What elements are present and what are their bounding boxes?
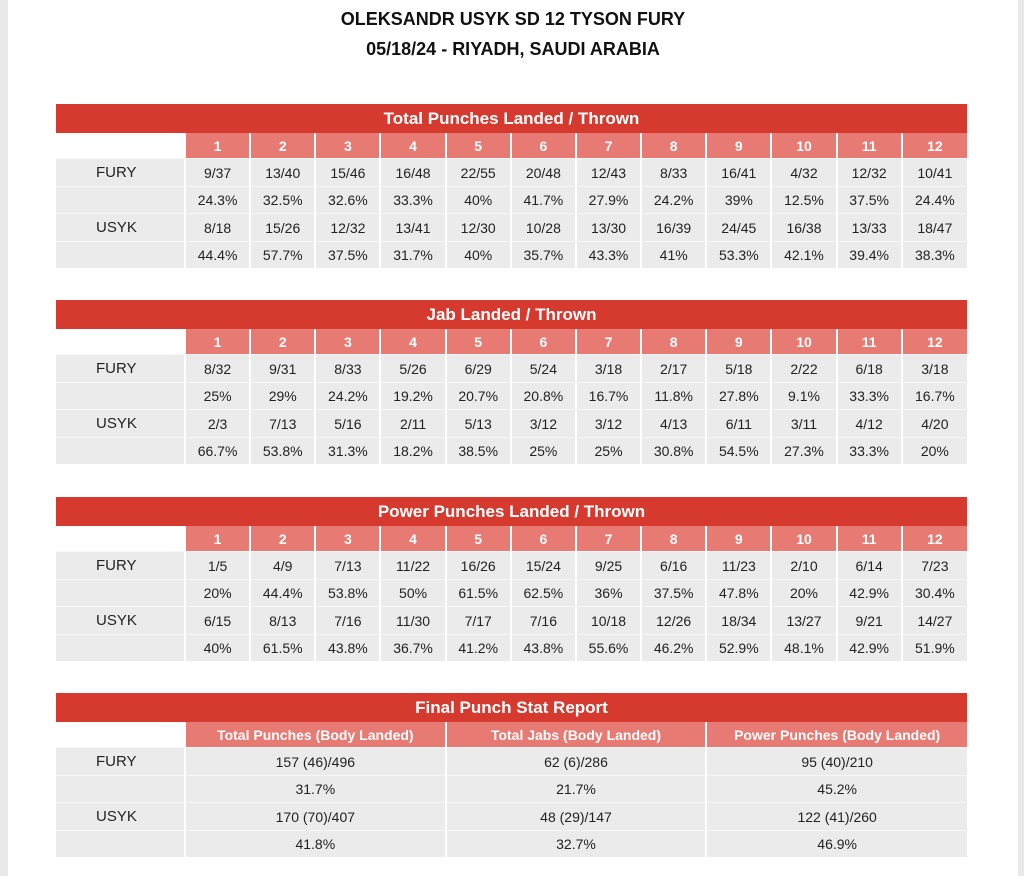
percent-value: 20.8% <box>511 383 576 410</box>
section-header-row <box>56 300 967 329</box>
round-number: 8 <box>641 526 706 552</box>
landed-thrown-value: 12/30 <box>446 214 511 242</box>
percent-value: 36% <box>576 580 641 607</box>
landed-thrown-value: 22/55 <box>446 159 511 187</box>
final-header-row <box>56 722 967 748</box>
percent-value: 9.1% <box>771 383 836 410</box>
power-punches-table <box>56 497 967 661</box>
landed-thrown-value: 16/26 <box>446 552 511 580</box>
landed-thrown-value: 12/32 <box>837 159 902 187</box>
landed-thrown-value: 9/21 <box>837 607 902 635</box>
percent-value: 41.2% <box>446 635 511 662</box>
jab-table <box>56 300 967 464</box>
report-titles <box>8 4 1018 64</box>
stat-column-header: Total Jabs (Body Landed) <box>446 722 707 748</box>
round-number: 9 <box>706 133 771 159</box>
landed-thrown-value: 20/48 <box>511 159 576 187</box>
landed-thrown-value: 4/9 <box>250 552 315 580</box>
percent-value: 18.2% <box>380 438 445 465</box>
landed-thrown-value: 8/13 <box>250 607 315 635</box>
round-number: 8 <box>641 329 706 355</box>
landed-thrown-value: 6/15 <box>185 607 250 635</box>
percent-value: 12.5% <box>771 187 836 214</box>
landed-thrown-value: 14/27 <box>902 607 967 635</box>
landed-thrown-value: 18/47 <box>902 214 967 242</box>
percent-value: 42.1% <box>771 242 836 269</box>
fighter-name: FURY <box>56 552 185 580</box>
final-stat-table <box>56 693 967 857</box>
round-number: 8 <box>641 133 706 159</box>
section-heading: Final Punch Stat Report <box>56 693 967 722</box>
percent-value: 53.8% <box>250 438 315 465</box>
percent-value: 57.7% <box>250 242 315 269</box>
empty-cell <box>56 580 185 607</box>
percent-value: 20.7% <box>446 383 511 410</box>
percent-value: 41% <box>641 242 706 269</box>
empty-cell <box>56 383 185 410</box>
round-header-row <box>56 329 967 355</box>
fighter-name: USYK <box>56 214 185 242</box>
percent-value: 11.8% <box>641 383 706 410</box>
round-number: 10 <box>771 133 836 159</box>
percent-value: 27.8% <box>706 383 771 410</box>
percent-value: 31.7% <box>380 242 445 269</box>
section-heading: Power Punches Landed / Thrown <box>56 497 967 526</box>
round-number: 6 <box>511 526 576 552</box>
landed-thrown-value: 6/29 <box>446 355 511 383</box>
round-number: 6 <box>511 329 576 355</box>
landed-thrown-value: 2/10 <box>771 552 836 580</box>
landed-thrown-value: 3/12 <box>511 410 576 438</box>
percent-value: 40% <box>446 242 511 269</box>
percent-value: 27.3% <box>771 438 836 465</box>
empty-cell <box>56 438 185 465</box>
round-number: 9 <box>706 526 771 552</box>
usyk-percent-row <box>56 438 967 465</box>
stat-value: 95 (40)/210 <box>706 748 967 776</box>
percent-value: 25% <box>511 438 576 465</box>
blank-header-cell <box>56 722 185 748</box>
landed-thrown-value: 16/39 <box>641 214 706 242</box>
percent-value: 62.5% <box>511 580 576 607</box>
percent-value: 43.3% <box>576 242 641 269</box>
landed-thrown-value: 5/16 <box>315 410 380 438</box>
percent-value: 40% <box>446 187 511 214</box>
landed-thrown-value: 2/22 <box>771 355 836 383</box>
percent-value: 39% <box>706 187 771 214</box>
percent-value: 41.8% <box>185 831 446 858</box>
round-number: 12 <box>902 526 967 552</box>
percent-value: 51.9% <box>902 635 967 662</box>
landed-thrown-value: 7/17 <box>446 607 511 635</box>
landed-thrown-value: 10/18 <box>576 607 641 635</box>
landed-thrown-value: 2/11 <box>380 410 445 438</box>
percent-value: 46.2% <box>641 635 706 662</box>
percent-value: 38.5% <box>446 438 511 465</box>
percent-value: 16.7% <box>576 383 641 410</box>
fury-landed-row <box>56 159 967 187</box>
percent-value: 27.9% <box>576 187 641 214</box>
landed-thrown-value: 6/11 <box>706 410 771 438</box>
landed-thrown-value: 5/26 <box>380 355 445 383</box>
percent-value: 43.8% <box>315 635 380 662</box>
fury-totals-row <box>56 748 967 776</box>
round-number: 1 <box>185 329 250 355</box>
percent-value: 32.6% <box>315 187 380 214</box>
landed-thrown-value: 7/23 <box>902 552 967 580</box>
stat-value: 48 (29)/147 <box>446 803 707 831</box>
percent-value: 24.4% <box>902 187 967 214</box>
page-title: OLEKSANDR USYK SD 12 TYSON FURY <box>340 9 686 29</box>
landed-thrown-value: 4/20 <box>902 410 967 438</box>
percent-value: 44.4% <box>185 242 250 269</box>
landed-thrown-value: 5/18 <box>706 355 771 383</box>
usyk-percent-row <box>56 831 967 858</box>
percent-value: 48.1% <box>771 635 836 662</box>
empty-cell <box>56 635 185 662</box>
percent-value: 35.7% <box>511 242 576 269</box>
round-header-row <box>56 526 967 552</box>
fury-percent-row <box>56 776 967 803</box>
landed-thrown-value: 11/30 <box>380 607 445 635</box>
stat-value: 122 (41)/260 <box>706 803 967 831</box>
percent-value: 54.5% <box>706 438 771 465</box>
section-header-row <box>56 104 967 133</box>
percent-value: 61.5% <box>446 580 511 607</box>
percent-value: 43.8% <box>511 635 576 662</box>
round-number: 2 <box>250 133 315 159</box>
landed-thrown-value: 11/22 <box>380 552 445 580</box>
landed-thrown-value: 6/18 <box>837 355 902 383</box>
usyk-landed-row <box>56 607 967 635</box>
percent-value: 20% <box>185 580 250 607</box>
percent-value: 37.5% <box>315 242 380 269</box>
stat-value: 170 (70)/407 <box>185 803 446 831</box>
landed-thrown-value: 3/12 <box>576 410 641 438</box>
landed-thrown-value: 13/30 <box>576 214 641 242</box>
percent-value: 47.8% <box>706 580 771 607</box>
percent-value: 31.7% <box>185 776 446 803</box>
empty-cell <box>56 831 185 858</box>
round-number: 11 <box>837 526 902 552</box>
percent-value: 32.5% <box>250 187 315 214</box>
round-number: 3 <box>315 526 380 552</box>
landed-thrown-value: 5/13 <box>446 410 511 438</box>
fighter-name: FURY <box>56 355 185 383</box>
round-number: 7 <box>576 133 641 159</box>
landed-thrown-value: 13/41 <box>380 214 445 242</box>
round-number: 11 <box>837 329 902 355</box>
landed-thrown-value: 2/3 <box>185 410 250 438</box>
landed-thrown-value: 8/33 <box>315 355 380 383</box>
percent-value: 41.7% <box>511 187 576 214</box>
stat-value: 62 (6)/286 <box>446 748 707 776</box>
empty-cell <box>56 242 185 269</box>
percent-value: 19.2% <box>380 383 445 410</box>
landed-thrown-value: 4/32 <box>771 159 836 187</box>
usyk-totals-row <box>56 803 967 831</box>
percent-value: 21.7% <box>446 776 707 803</box>
percent-value: 40% <box>185 635 250 662</box>
fury-landed-row <box>56 355 967 383</box>
usyk-landed-row <box>56 214 967 242</box>
percent-value: 16.7% <box>902 383 967 410</box>
section-heading: Total Punches Landed / Thrown <box>56 104 967 133</box>
section-header-row <box>56 497 967 526</box>
section-header-row <box>56 693 967 722</box>
percent-value: 30.4% <box>902 580 967 607</box>
landed-thrown-value: 18/34 <box>706 607 771 635</box>
percent-value: 33.3% <box>837 383 902 410</box>
landed-thrown-value: 10/28 <box>511 214 576 242</box>
fighter-name: USYK <box>56 410 185 438</box>
round-number: 5 <box>446 133 511 159</box>
landed-thrown-value: 13/33 <box>837 214 902 242</box>
round-number: 10 <box>771 329 836 355</box>
landed-thrown-value: 12/26 <box>641 607 706 635</box>
fury-landed-row <box>56 552 967 580</box>
fighter-name: USYK <box>56 607 185 635</box>
round-number: 1 <box>185 133 250 159</box>
round-number: 6 <box>511 133 576 159</box>
percent-value: 55.6% <box>576 635 641 662</box>
percent-value: 20% <box>771 580 836 607</box>
landed-thrown-value: 7/13 <box>315 552 380 580</box>
landed-thrown-value: 2/17 <box>641 355 706 383</box>
landed-thrown-value: 16/48 <box>380 159 445 187</box>
round-number: 5 <box>446 526 511 552</box>
landed-thrown-value: 7/13 <box>250 410 315 438</box>
landed-thrown-value: 8/18 <box>185 214 250 242</box>
blank-header-cell <box>56 526 185 552</box>
fighter-name: FURY <box>56 159 185 187</box>
round-number: 3 <box>315 133 380 159</box>
percent-value: 45.2% <box>706 776 967 803</box>
percent-value: 52.9% <box>706 635 771 662</box>
page-subtitle: 05/18/24 - RIYADH, SAUDI ARABIA <box>366 39 660 59</box>
landed-thrown-value: 4/12 <box>837 410 902 438</box>
percent-value: 61.5% <box>250 635 315 662</box>
percent-value: 50% <box>380 580 445 607</box>
round-number: 4 <box>380 526 445 552</box>
landed-thrown-value: 16/41 <box>706 159 771 187</box>
landed-thrown-value: 5/24 <box>511 355 576 383</box>
landed-thrown-value: 7/16 <box>511 607 576 635</box>
landed-thrown-value: 9/31 <box>250 355 315 383</box>
landed-thrown-value: 3/11 <box>771 410 836 438</box>
empty-cell <box>56 776 185 803</box>
fighter-name: USYK <box>56 803 185 831</box>
round-number: 2 <box>250 526 315 552</box>
percent-value: 24.3% <box>185 187 250 214</box>
round-number: 12 <box>902 329 967 355</box>
percent-value: 25% <box>185 383 250 410</box>
percent-value: 66.7% <box>185 438 250 465</box>
landed-thrown-value: 10/41 <box>902 159 967 187</box>
percent-value: 36.7% <box>380 635 445 662</box>
landed-thrown-value: 12/32 <box>315 214 380 242</box>
usyk-percent-row <box>56 635 967 662</box>
percent-value: 39.4% <box>837 242 902 269</box>
percent-value: 42.9% <box>837 580 902 607</box>
round-number: 1 <box>185 526 250 552</box>
fury-percent-row <box>56 187 967 214</box>
round-number: 12 <box>902 133 967 159</box>
landed-thrown-value: 8/33 <box>641 159 706 187</box>
stat-value: 157 (46)/496 <box>185 748 446 776</box>
round-header-row <box>56 133 967 159</box>
report-page <box>8 0 1018 876</box>
percent-value: 31.3% <box>315 438 380 465</box>
percent-value: 46.9% <box>706 831 967 858</box>
percent-value: 44.4% <box>250 580 315 607</box>
percent-value: 32.7% <box>446 831 707 858</box>
landed-thrown-value: 15/46 <box>315 159 380 187</box>
landed-thrown-value: 9/25 <box>576 552 641 580</box>
landed-thrown-value: 16/38 <box>771 214 836 242</box>
section-heading: Jab Landed / Thrown <box>56 300 967 329</box>
round-number: 9 <box>706 329 771 355</box>
percent-value: 25% <box>576 438 641 465</box>
fighter-name: FURY <box>56 748 185 776</box>
landed-thrown-value: 24/45 <box>706 214 771 242</box>
percent-value: 42.9% <box>837 635 902 662</box>
round-number: 10 <box>771 526 836 552</box>
landed-thrown-value: 12/43 <box>576 159 641 187</box>
percent-value: 33.3% <box>380 187 445 214</box>
percent-value: 38.3% <box>902 242 967 269</box>
blank-header-cell <box>56 329 185 355</box>
round-number: 4 <box>380 329 445 355</box>
round-number: 5 <box>446 329 511 355</box>
landed-thrown-value: 9/37 <box>185 159 250 187</box>
stat-column-header: Power Punches (Body Landed) <box>706 722 967 748</box>
round-number: 3 <box>315 329 380 355</box>
landed-thrown-value: 6/16 <box>641 552 706 580</box>
percent-value: 20% <box>902 438 967 465</box>
percent-value: 53.8% <box>315 580 380 607</box>
round-number: 7 <box>576 526 641 552</box>
round-number: 11 <box>837 133 902 159</box>
landed-thrown-value: 15/26 <box>250 214 315 242</box>
fury-percent-row <box>56 383 967 410</box>
percent-value: 53.3% <box>706 242 771 269</box>
percent-value: 37.5% <box>641 580 706 607</box>
usyk-landed-row <box>56 410 967 438</box>
round-number: 2 <box>250 329 315 355</box>
stat-column-header: Total Punches (Body Landed) <box>185 722 446 748</box>
fury-percent-row <box>56 580 967 607</box>
landed-thrown-value: 13/40 <box>250 159 315 187</box>
round-number: 4 <box>380 133 445 159</box>
landed-thrown-value: 3/18 <box>902 355 967 383</box>
landed-thrown-value: 11/23 <box>706 552 771 580</box>
percent-value: 24.2% <box>641 187 706 214</box>
total-punches-table <box>56 104 967 268</box>
percent-value: 24.2% <box>315 383 380 410</box>
landed-thrown-value: 7/16 <box>315 607 380 635</box>
percent-value: 29% <box>250 383 315 410</box>
landed-thrown-value: 13/27 <box>771 607 836 635</box>
round-number: 7 <box>576 329 641 355</box>
percent-value: 37.5% <box>837 187 902 214</box>
landed-thrown-value: 6/14 <box>837 552 902 580</box>
empty-cell <box>56 187 185 214</box>
landed-thrown-value: 8/32 <box>185 355 250 383</box>
percent-value: 33.3% <box>837 438 902 465</box>
landed-thrown-value: 1/5 <box>185 552 250 580</box>
landed-thrown-value: 3/18 <box>576 355 641 383</box>
blank-header-cell <box>56 133 185 159</box>
usyk-percent-row <box>56 242 967 269</box>
landed-thrown-value: 4/13 <box>641 410 706 438</box>
landed-thrown-value: 15/24 <box>511 552 576 580</box>
percent-value: 30.8% <box>641 438 706 465</box>
